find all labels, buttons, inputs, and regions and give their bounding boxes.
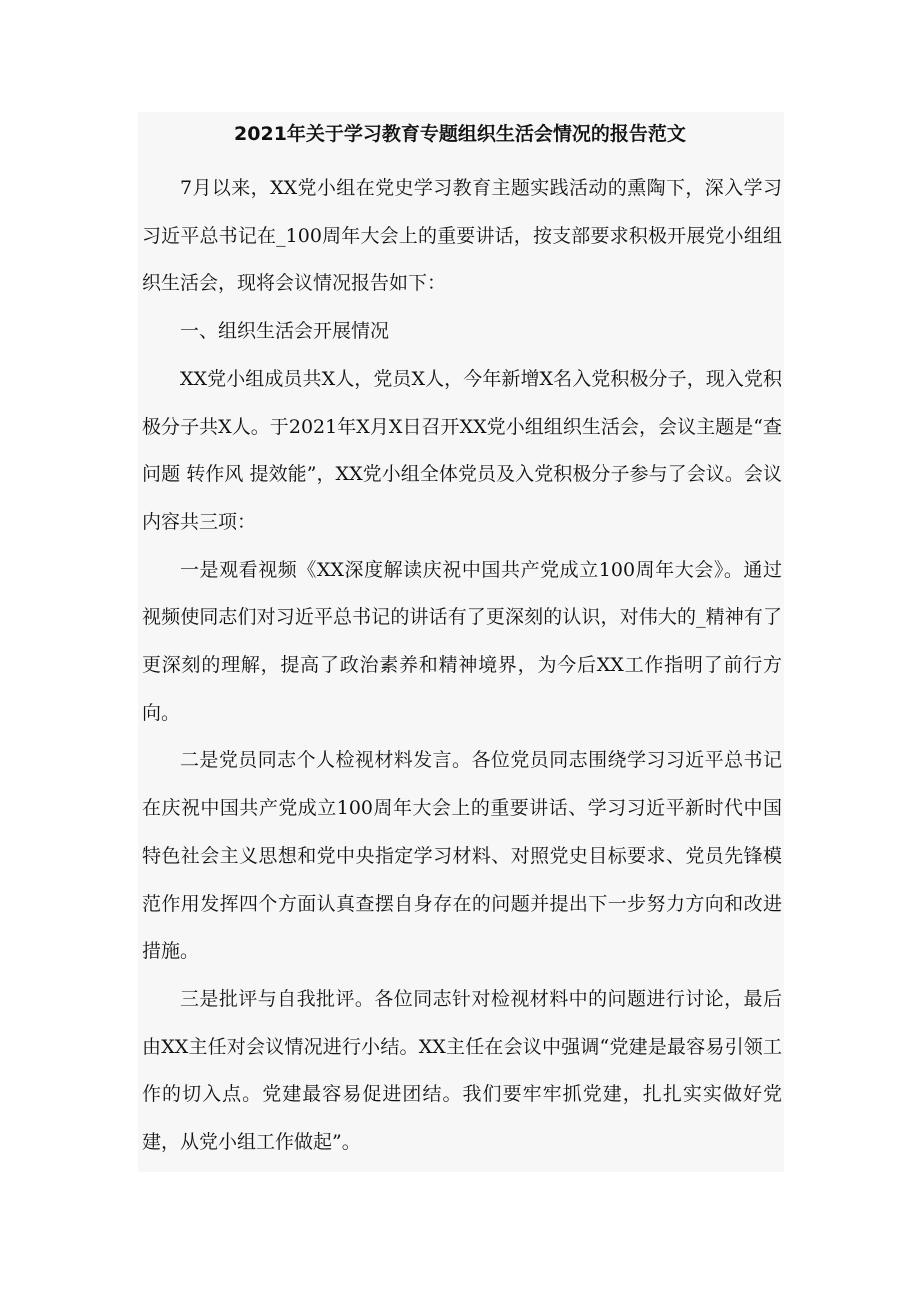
paragraph-item-1: 一是观看视频《XX深度解读庆祝中国共产党成立100周年大会》。通过视频使同志们对习近平总书记的讲话有了更深刻的认识，对伟大的_精神有了更深刻的理解，提高了政治素养和精神境界，为今后XX工作指明了前行方向。 xyxy=(142,558,782,724)
paragraph-overview: XX党小组成员共X人，党员X人，今年新增X名入党积极分子，现入党积极分子共X人。于2021年X月X日召开XX党小组组织生活会，会议主题是“查问题 转作风 提效能”，XX党小组全体党员及入党积极分子参与了会议。会议内容共三项： xyxy=(142,367,782,533)
document-body xyxy=(142,165,782,1167)
paragraph-item-2: 二是党员同志个人检视材料发言。各位党员同志围绕学习习近平总书记在庆祝中国共产党成立100周年大会上的重要讲话、学习习近平新时代中国特色社会主义思想和党中央指定学习材料、对照党史目标要求、党员先锋模范作用发挥四个方面认真查摆自身存在的问题并提出下一步努力方向和改进措施。 xyxy=(142,749,782,963)
document-title: 2021年关于学习教育专题组织生活会情况的报告范文 xyxy=(234,123,686,145)
paragraph-intro: 7月以来，XX党小组在党史学习教育主题实践活动的熏陶下，深入学习习近平总书记在_100周年大会上的重要讲话，按支部要求积极开展党小组组织生活会，现将会议情况报告如下： xyxy=(142,177,782,295)
section-heading-1: 一、组织生活会开展情况 xyxy=(180,320,390,343)
paragraph-item-3: 三是批评与自我批评。各位同志针对检视材料中的问题进行讨论，最后由XX主任对会议情况进行小结。XX主任在会议中强调“党建是最容易引领工作的切入点。党建最容易促进团结。我们要牢牢抓党建，扎扎实实做好党建，从党小组工作做起”。 xyxy=(142,987,782,1154)
